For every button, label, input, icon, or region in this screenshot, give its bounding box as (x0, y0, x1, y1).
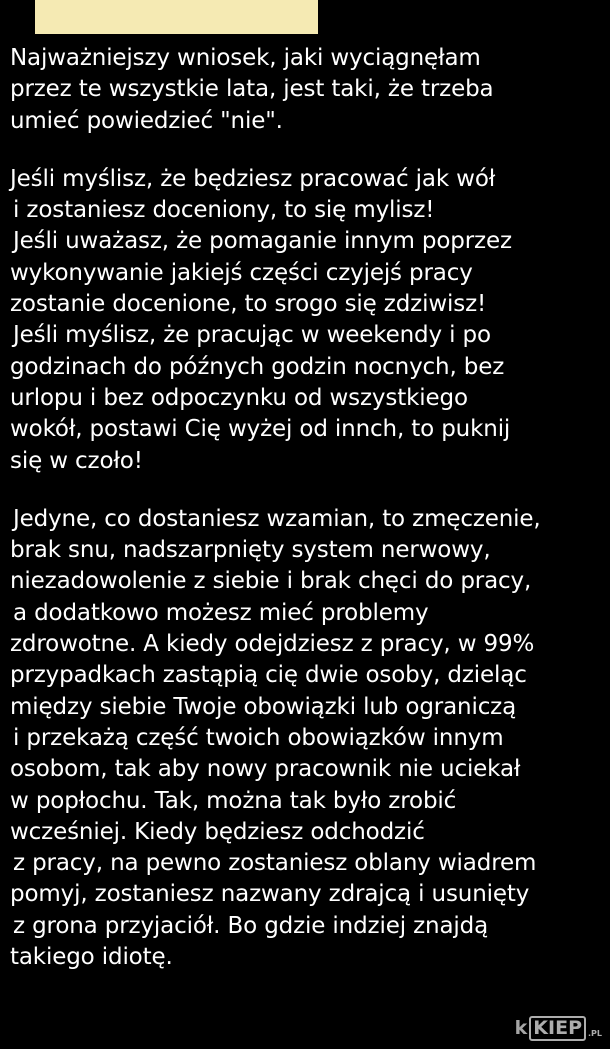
paragraph-2 (10, 164, 605, 477)
highlight-box (35, 0, 318, 34)
text-line: Jeśli uważasz, że pomaganie innym poprzez (13, 228, 512, 255)
text-line: Jeśli myślisz, że pracując w weekendy i po (13, 322, 491, 349)
text-line: zostanie docenione, to srogo się zdziwisz! (10, 291, 487, 318)
text-line: godzinach do późnych godzin nocnych, bez (10, 353, 505, 380)
watermark-suffix: .PL (588, 1029, 602, 1038)
text-line: umieć powiedzieć "nie". (10, 107, 283, 134)
text-line: między siebie Twoje obowiązki lub ograniczą (10, 693, 517, 720)
text-line: zdrowotne. A kiedy odejdziesz z pracy, w 99% (10, 631, 535, 658)
watermark-boxed: KIEP (529, 1016, 586, 1041)
text-content (10, 43, 605, 1000)
text-line: Jedyne, co dostaniesz wzamian, to zmęczenie, (13, 505, 541, 532)
text-line: się w czoło! (10, 447, 143, 474)
text-line: przez te wszystkie lata, jest taki, że trzeba (10, 76, 494, 103)
top-bar (0, 0, 610, 34)
text-line: w popłochu. Tak, można tak było zrobić (10, 787, 457, 814)
text-line: i zostaniesz doceniony, to się mylisz! (13, 197, 435, 224)
text-line: brak snu, nadszarpnięty system nerwowy, (10, 537, 491, 564)
text-line: urlopu i bez odpoczynku od wszystkiego (10, 384, 468, 411)
kiep-watermark-logo (515, 1013, 602, 1043)
text-line: i przekażą część twoich obowiązków innym (13, 724, 504, 751)
paragraph-1 (10, 43, 605, 137)
text-line: niezadowolenie z siebie i brak chęci do pracy, (10, 568, 532, 595)
text-line: pomyj, zostaniesz nazwany zdrajcą i usunięty (10, 881, 530, 908)
text-line: osobom, tak aby nowy pracownik nie uciekał (10, 756, 521, 783)
text-line: wykonywanie jakiejś części czyjejś pracy (10, 259, 473, 286)
text-line: takiego idiotę. (10, 944, 173, 971)
text-line: z grona przyjaciół. Bo gdzie indziej znajdą (13, 912, 489, 939)
paragraph-3 (10, 504, 605, 973)
text-line: a dodatkowo możesz mieć problemy (13, 599, 429, 626)
text-line: Najważniejszy wniosek, jaki wyciągnęłam (10, 45, 481, 71)
text-line: wcześniej. Kiedy będziesz odchodzić (10, 818, 425, 845)
watermark-prefix: k (514, 1017, 528, 1039)
text-line: Jeśli myślisz, że będziesz pracować jak wół (10, 165, 496, 192)
text-line: przypadkach zastąpią cię dwie osoby, dzieląc (10, 662, 527, 689)
text-line: wokół, postawi Cię wyżej od innch, to puknij (10, 416, 511, 443)
text-line: z pracy, na pewno zostaniesz oblany wiadrem (13, 850, 537, 877)
